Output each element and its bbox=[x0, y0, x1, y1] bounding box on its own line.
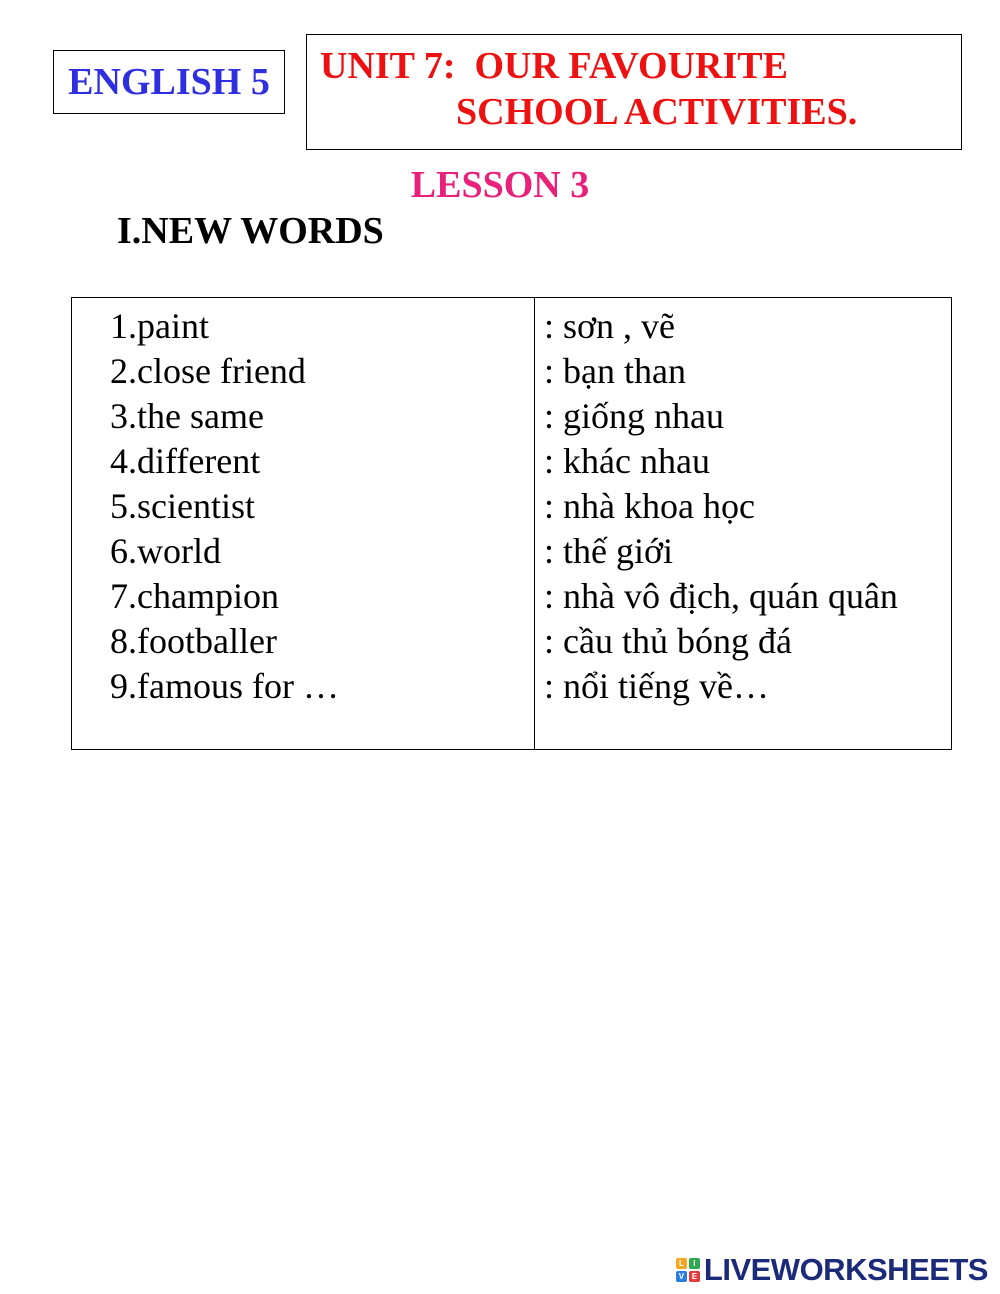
english-word: 2.close friend bbox=[110, 351, 306, 391]
vocabulary-table bbox=[71, 297, 952, 750]
english-word: 3.the same bbox=[110, 396, 264, 436]
english-word: 4.different bbox=[110, 441, 261, 481]
course-title: ENGLISH 5 bbox=[68, 61, 270, 103]
liveworksheets-logo-icon: L I V E bbox=[676, 1258, 700, 1282]
english-word: 8.footballer bbox=[110, 621, 277, 661]
section-heading: I.NEW WORDS bbox=[117, 210, 384, 252]
vietnamese-meaning: : bạn than bbox=[544, 351, 686, 391]
liveworksheets-logo bbox=[676, 1252, 988, 1288]
unit-title-line-2: SCHOOL ACTIVITIES. bbox=[456, 91, 858, 133]
unit-box bbox=[306, 34, 962, 150]
course-box bbox=[53, 50, 285, 114]
vietnamese-meaning: : nổi tiếng về… bbox=[544, 666, 769, 706]
vietnamese-meaning: : cầu thủ bóng đá bbox=[544, 621, 792, 661]
vietnamese-meaning: : thế giới bbox=[544, 531, 674, 571]
vietnamese-meaning: : khác nhau bbox=[544, 441, 710, 481]
english-word: 1.paint bbox=[110, 306, 209, 346]
logo-text: LIVEWORKSHEETS bbox=[703, 1252, 988, 1287]
english-column bbox=[110, 304, 339, 709]
vietnamese-meaning: : giống nhau bbox=[544, 396, 724, 436]
vietnamese-column bbox=[544, 304, 898, 709]
english-word: 5.scientist bbox=[110, 486, 255, 526]
english-word: 7.champion bbox=[110, 576, 279, 616]
vietnamese-meaning: : nhà khoa học bbox=[544, 486, 755, 526]
vietnamese-meaning: : sơn , vẽ bbox=[544, 306, 676, 346]
english-word: 9.famous for … bbox=[110, 666, 339, 706]
lesson-title: LESSON 3 bbox=[410, 164, 590, 206]
column-divider bbox=[534, 298, 535, 749]
vietnamese-meaning: : nhà vô địch, quán quân bbox=[544, 576, 898, 616]
english-word: 6.world bbox=[110, 531, 221, 571]
unit-title-line-1: UNIT 7: OUR FAVOURITE bbox=[320, 45, 788, 87]
